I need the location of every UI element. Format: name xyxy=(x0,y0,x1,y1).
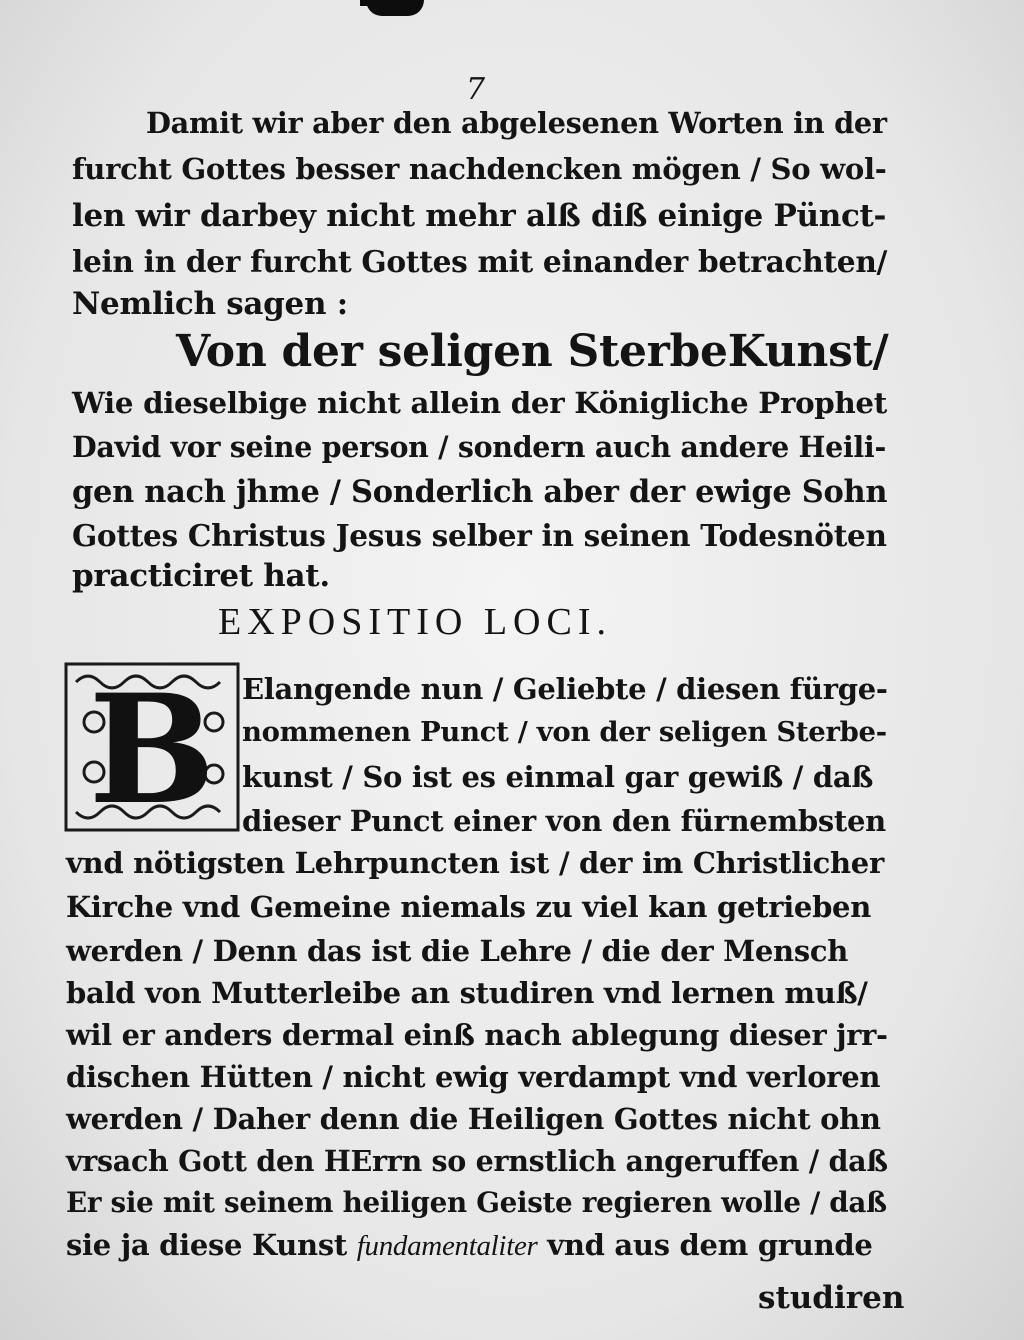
body-line: Er sie mit seinem heiligen Geiste regieren wolle / daß xyxy=(66,1186,887,1219)
last-line-text-end: vnd aus dem grunde xyxy=(537,1228,873,1262)
decorated-initial-b xyxy=(64,662,240,832)
top-ink-blot-edge xyxy=(360,0,370,6)
body-line: werden / Daher denn die Heiligen Gottes nicht ohn xyxy=(66,1102,881,1136)
section-heading: Von der seligen SterbeKunst/ xyxy=(176,326,889,377)
catchword: studiren xyxy=(758,1280,905,1316)
body-line: dieser Punct einer von den fürnembsten xyxy=(242,804,886,838)
body-line: Kirche vnd Gemeine niemals zu viel kan getrieben xyxy=(66,890,871,924)
initial-letter: B xyxy=(88,662,216,832)
body-line: dischen Hütten / nicht ewig verdampt vnd verloren xyxy=(66,1060,881,1094)
body-line: vrsach Gott den HErrn so ernstlich angeruffen / daß xyxy=(66,1144,888,1178)
intro-line: lein in der furcht Gottes mit einander betrachten/ xyxy=(72,244,888,279)
intro-line: len wir darbey nicht mehr alß diß einige Pünct- xyxy=(72,198,887,234)
body-line: kunst / So ist es einmal gar gewiß / daß xyxy=(242,760,874,794)
subheading-line: practiciret hat. xyxy=(72,558,330,594)
intro-line: furcht Gottes besser nachdencken mögen / So wol- xyxy=(72,152,887,186)
page-number: 7 xyxy=(466,72,486,107)
last-line-text: sie ja diese Kunst xyxy=(66,1228,357,1262)
body-line: nommenen Punct / von der seligen Sterbe- xyxy=(242,716,887,748)
body-line-last xyxy=(66,1228,872,1263)
body-line: bald von Mutterleibe an studiren vnd lernen muß/ xyxy=(66,976,868,1010)
last-line-italic: fundamentaliter xyxy=(356,1230,538,1262)
intro-line: Damit wir aber den abgelesenen Worten in der xyxy=(146,106,887,140)
top-ink-blot xyxy=(366,0,424,16)
subheading-line: David vor seine person / sondern auch andere Heili- xyxy=(72,430,886,464)
body-line: werden / Denn das ist die Lehre / die der Mensch xyxy=(66,934,849,968)
body-line: Elangende nun / Geliebte / diesen fürge- xyxy=(242,672,888,706)
subheading-line: gen nach jhme / Sonderlich aber der ewige Sohn xyxy=(72,474,888,510)
subheading-line: Wie dieselbige nicht allein der Königliche Prophet xyxy=(72,386,887,420)
section-title: EXPOSITIO LOCI. xyxy=(218,601,612,643)
body-line: vnd nötigsten Lehrpuncten ist / der im Christlicher xyxy=(66,846,884,880)
body-line: wil er anders dermal einß nach ablegung dieser jrr- xyxy=(66,1018,888,1052)
subheading-line: Gottes Christus Jesus selber in seinen Todesnöten xyxy=(72,518,887,553)
intro-line: Nemlich sagen : xyxy=(72,286,348,322)
